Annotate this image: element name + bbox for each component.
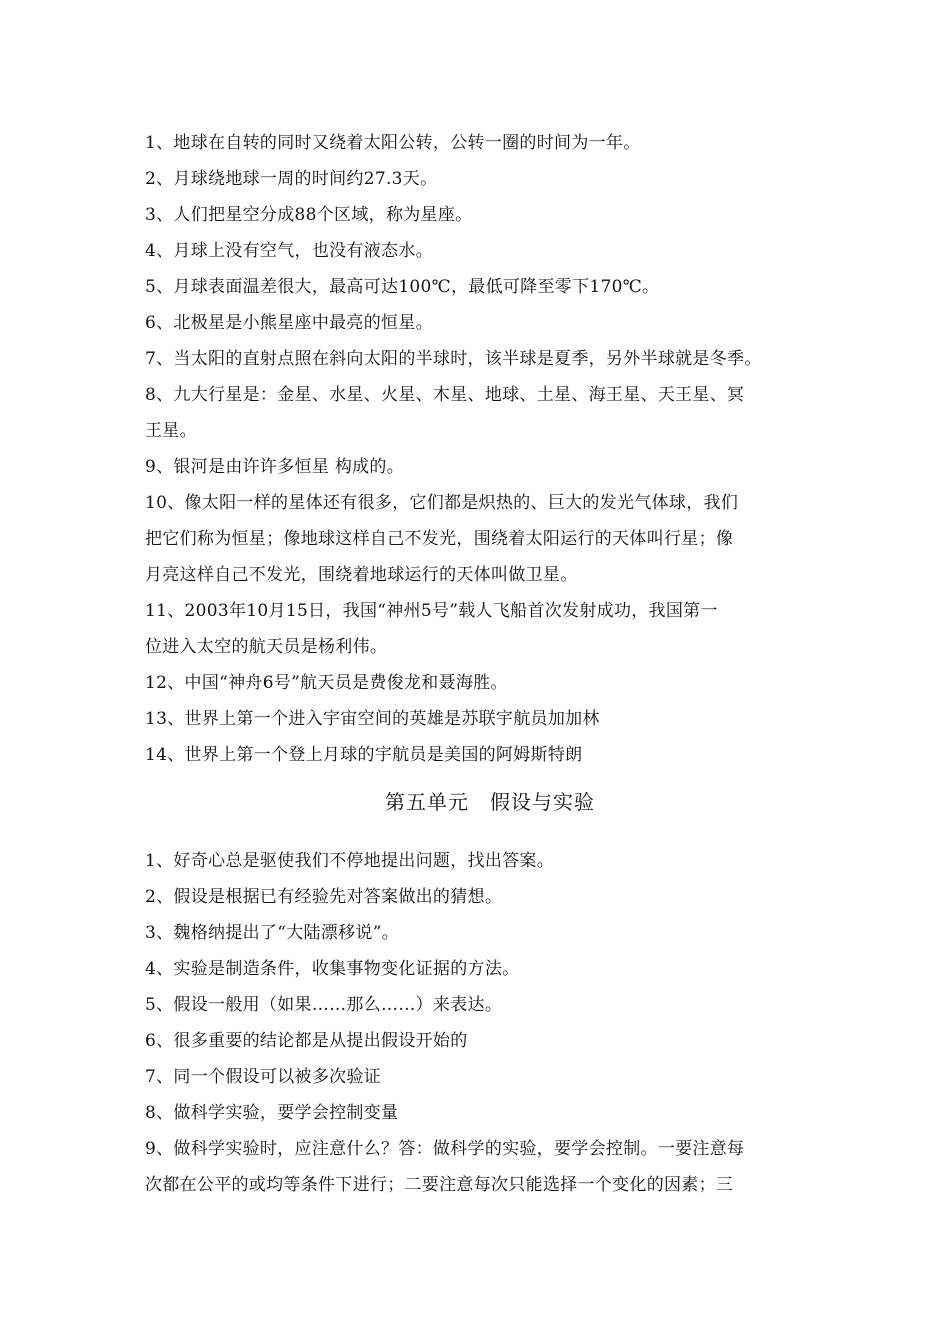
list-item: 10、像太阳一样的星体还有很多，它们都是炽热的、巨大的发光气体球，我们 — [145, 493, 739, 513]
list-item: 2、月球绕地球一周的时间约27.3天。 — [145, 169, 438, 189]
list-item: 7、当太阳的直射点照在斜向太阳的半球时，该半球是夏季，另外半球就是冬季。 — [145, 349, 762, 369]
list-item: 3、魏格纳提出了“大陆漂移说”。 — [145, 923, 399, 943]
list-item-continuation: 位进入太空的航天员是杨利伟。 — [145, 637, 388, 657]
list-item: 6、很多重要的结论都是从提出假设开始的 — [145, 1031, 468, 1051]
list-item: 5、月球表面温差很大，最高可达100℃，最低可降至零下170℃。 — [145, 277, 660, 297]
unit5-heading: 第五单元 假设与实验 — [385, 790, 595, 814]
unit4-facts-list — [145, 125, 835, 773]
unit5-facts-list — [145, 843, 835, 1203]
list-item: 2、假设是根据已有经验先对答案做出的猜想。 — [145, 887, 503, 907]
list-item: 4、实验是制造条件，收集事物变化证据的方法。 — [145, 959, 520, 979]
list-item: 5、假设一般用（如果……那么……）来表达。 — [145, 995, 503, 1015]
list-item-continuation: 月亮这样自己不发光，围绕着地球运行的天体叫做卫星。 — [145, 565, 578, 585]
list-item-continuation: 把它们称为恒星；像地球这样自己不发光，围绕着太阳运行的天体叫行星；像 — [145, 529, 734, 549]
list-item: 12、中国“神舟6号”航天员是费俊龙和聂海胜。 — [145, 673, 508, 693]
list-item: 8、九大行星是：金星、水星、火星、木星、地球、土星、海王星、天王星、冥 — [145, 385, 745, 405]
list-item: 8、做科学实验，要学会控制变量 — [145, 1103, 399, 1123]
list-item: 6、北极星是小熊星座中最亮的恒星。 — [145, 313, 433, 333]
list-item: 13、世界上第一个进入宇宙空间的英雄是苏联宇航员加加林 — [145, 709, 600, 729]
list-item: 4、月球上没有空气，也没有液态水。 — [145, 241, 433, 261]
list-item: 9、做科学实验时，应注意什么？答：做科学的实验，要学会控制。一要注意每 — [145, 1139, 745, 1159]
list-item-continuation: 王星。 — [145, 421, 197, 441]
list-item-continuation: 次都在公平的或均等条件下进行；二要注意每次只能选择一个变化的因素；三 — [145, 1175, 734, 1195]
list-item: 11、2003年10月15日，我国“神州5号”载人飞船首次发射成功，我国第一 — [145, 601, 718, 621]
list-item: 9、银河是由许许多恒星 构成的。 — [145, 457, 405, 477]
list-item: 1、好奇心总是驱使我们不停地提出问题，找出答案。 — [145, 851, 555, 871]
list-item: 1、地球在自转的同时又绕着太阳公转，公转一圈的时间为一年。 — [145, 133, 641, 153]
list-item: 14、世界上第一个登上月球的宇航员是美国的阿姆斯特朗 — [145, 745, 583, 765]
list-item: 3、人们把星空分成88个区域，称为星座。 — [145, 205, 473, 225]
list-item: 7、同一个假设可以被多次验证 — [145, 1067, 382, 1087]
